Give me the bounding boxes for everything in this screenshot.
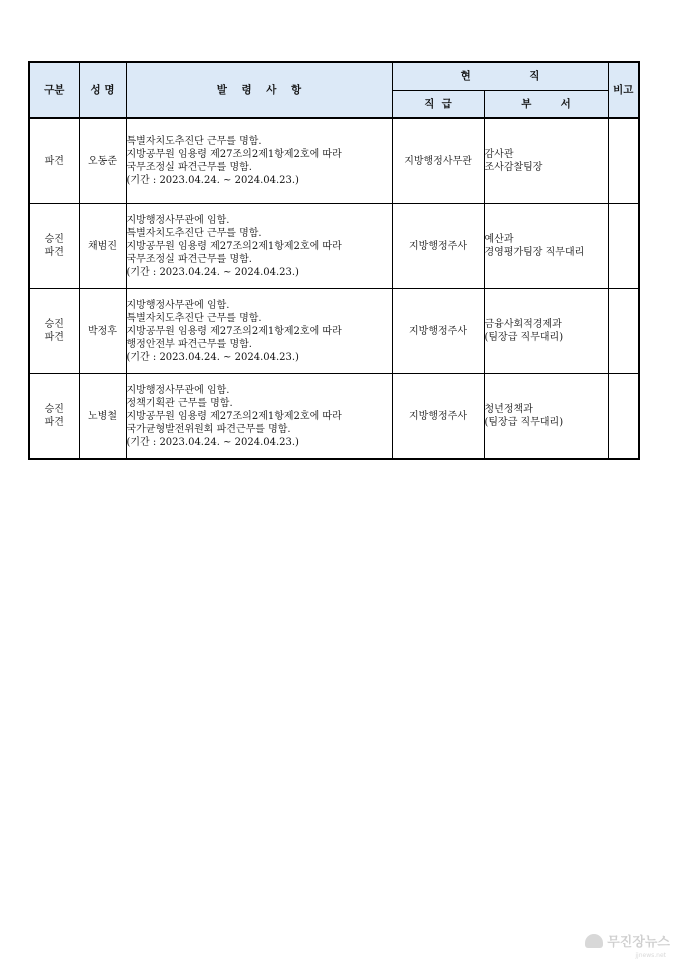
order-cell: 특별자치도추진단 근무를 명함. 지방공무원 임용령 제27조의2제1항제2호에 따라 국무조정실 파견근무를 명함. (기간 : 2023.04.24. ~ 2024.04.23.) <box>126 118 392 204</box>
watermark-logo-icon <box>585 934 603 948</box>
table-row <box>29 289 639 374</box>
watermark-text: 무진장뉴스 <box>607 935 670 950</box>
remarks-cell <box>608 204 639 289</box>
category-cell: 파견 <box>29 118 79 204</box>
name-cell: 노병철 <box>79 374 126 460</box>
category-cell: 승진 파견 <box>29 204 79 289</box>
personnel-order-table <box>28 61 640 460</box>
table-row <box>29 204 639 289</box>
remarks-cell <box>608 374 639 460</box>
header-category: 구분 <box>29 62 79 118</box>
header-grade: 직 급 <box>392 91 484 119</box>
header-department: 부 서 <box>484 91 608 119</box>
watermark <box>585 931 670 959</box>
header-name: 성 명 <box>79 62 126 118</box>
category-cell: 승진 파견 <box>29 289 79 374</box>
order-cell: 지방행정사무관에 임함. 특별자치도추진단 근무를 명함. 지방공무원 임용령 제27조의2제1항제2호에 따라 국무조정실 파견근무를 명함. (기간 : 2023.04.24. ~ 2024.04.23.) <box>126 204 392 289</box>
department-cell: 청년정책과 (팀장급 직무대리) <box>484 374 608 460</box>
header-remarks: 비고 <box>608 62 639 118</box>
grade-cell: 지방행정사무관 <box>392 118 484 204</box>
department-cell: 감사관 조사감찰팀장 <box>484 118 608 204</box>
grade-cell: 지방행정주사 <box>392 204 484 289</box>
header-current-position: 현 직 <box>392 62 608 91</box>
order-cell: 지방행정사무관에 임함. 특별자치도추진단 근무를 명함. 지방공무원 임용령 제27조의2제1항제2호에 따라 행정안전부 파견근무를 명함. (기간 : 2023.04.24. ~ 2024.04.23.) <box>126 289 392 374</box>
grade-cell: 지방행정주사 <box>392 374 484 460</box>
order-cell: 지방행정사무관에 임함. 정책기획관 근무를 명함. 지방공무원 임용령 제27조의2제1항제2호에 따라 국가균형발전위원회 파견근무를 명함. (기간 : 2023.04.24. ~ 2024.04.23.) <box>126 374 392 460</box>
category-cell: 승진 파견 <box>29 374 79 460</box>
header-order: 발 령 사 항 <box>126 62 392 118</box>
table-row <box>29 118 639 204</box>
grade-cell: 지방행정주사 <box>392 289 484 374</box>
remarks-cell <box>608 289 639 374</box>
remarks-cell <box>608 118 639 204</box>
name-cell: 채범진 <box>79 204 126 289</box>
watermark-subtext: jjnews.net <box>635 952 666 959</box>
name-cell: 박정후 <box>79 289 126 374</box>
department-cell: 예산과 경영평가팀장 직무대리 <box>484 204 608 289</box>
department-cell: 금융사회적경제과 (팀장급 직무대리) <box>484 289 608 374</box>
table-row <box>29 374 639 460</box>
name-cell: 오동준 <box>79 118 126 204</box>
